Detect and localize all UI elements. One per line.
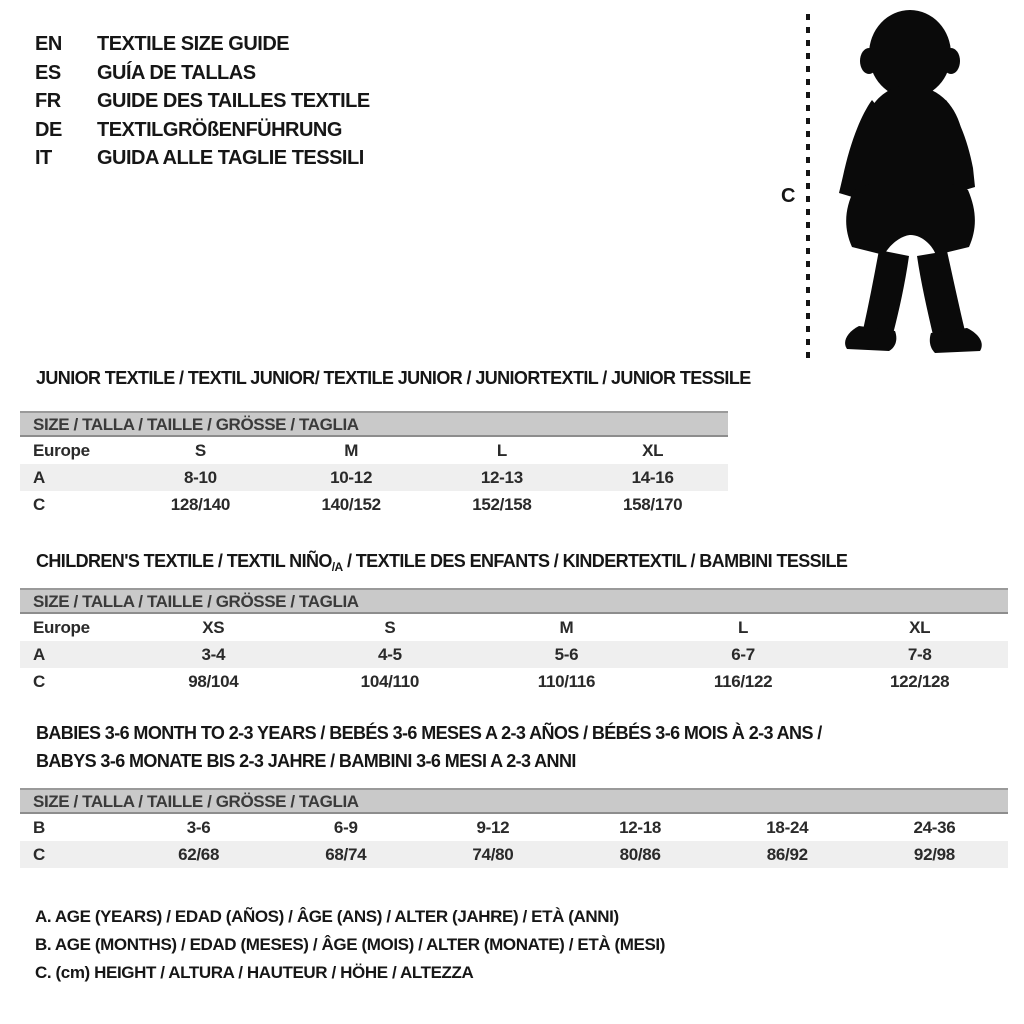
row-label: B	[33, 818, 45, 837]
children-title-text: CHILDREN'S TEXTILE / TEXTIL NIÑO	[36, 551, 332, 571]
row-label: Europe	[33, 618, 90, 637]
table-cell: 158/170	[622, 495, 683, 514]
table-cell: 86/92	[766, 845, 808, 864]
table-cell: S	[194, 441, 206, 460]
table-cell: 62/68	[178, 845, 220, 864]
children-table-body	[20, 614, 1008, 695]
table-cell: 80/86	[619, 845, 661, 864]
row-label: Europe	[33, 441, 90, 460]
table-cell: 6-9	[333, 818, 358, 837]
language-row-fr	[35, 87, 370, 116]
table-cell: M	[344, 441, 359, 460]
language-title: GUIDA ALLE TAGLIE TESSILI	[97, 147, 364, 170]
language-row-en	[35, 30, 370, 59]
table-cell: 140/152	[321, 495, 381, 514]
table-row	[20, 464, 728, 491]
junior-size-table	[20, 411, 728, 518]
table-row	[20, 641, 1008, 668]
language-row-it	[35, 144, 370, 173]
note-age-years: A. AGE (YEARS) / EDAD (AÑOS) / ÂGE (ANS) / ALTER (JAHRE) / ETÀ (ANNI)	[35, 907, 619, 926]
table-cell: 8-10	[183, 468, 217, 487]
row-label: C	[33, 672, 45, 691]
table-row	[20, 814, 1008, 841]
table-cell: M	[559, 618, 574, 637]
children-title-text: / TEXTILE DES ENFANTS / KINDERTEXTIL / BAMBINI TESSILE	[342, 551, 848, 571]
baby-toddler-silhouette-icon	[818, 6, 1008, 358]
table-cell: 104/110	[360, 672, 420, 691]
language-code: EN	[35, 33, 62, 55]
language-code: DE	[35, 118, 62, 141]
table-row	[20, 841, 1008, 868]
table-cell: XL	[909, 618, 931, 637]
table-cell: 4-5	[378, 645, 402, 664]
language-code: FR	[35, 90, 61, 113]
row-label: A	[33, 468, 45, 487]
height-measure-label: C	[781, 185, 796, 207]
table-cell: S	[384, 618, 396, 637]
table-cell: 92/98	[913, 845, 955, 864]
table-cell: 152/158	[472, 495, 532, 514]
language-title: TEXTILE SIZE GUIDE	[97, 33, 290, 55]
children-title-subscript: /A	[331, 560, 343, 574]
table-cell: 122/128	[889, 672, 950, 691]
table-cell: 3-4	[201, 645, 226, 664]
babies-section-title-line1: BABIES 3-6 MONTH TO 2-3 YEARS / BEBÉS 3-6 MESES A 2-3 AÑOS / BÉBÉS 3-6 MOIS À 2-3 ANS /	[36, 723, 822, 743]
language-row-de	[35, 116, 370, 145]
table-cell: 10-12	[330, 468, 373, 487]
language-code: IT	[35, 147, 52, 170]
table-cell: 128/140	[170, 495, 231, 514]
row-label: C	[33, 495, 45, 514]
table-row	[20, 491, 728, 518]
language-list	[35, 30, 370, 173]
height-measure-dotted-line	[806, 14, 810, 358]
language-title: GUIDE DES TAILLES TEXTILE	[97, 90, 370, 113]
language-title: TEXTILGRÖßENFÜHRUNG	[97, 118, 342, 141]
table-cell: L	[496, 441, 507, 460]
table-row	[20, 437, 728, 464]
row-label: A	[33, 645, 45, 664]
children-section-title	[36, 551, 847, 574]
note-height-cm: C. (cm) HEIGHT / ALTURA / HAUTEUR / HÖHE / ALTEZZA	[35, 963, 474, 982]
language-title: GUÍA DE TALLAS	[97, 61, 256, 84]
table-cell: 74/80	[472, 845, 514, 864]
babies-section-title-line2: BABYS 3-6 MONATE BIS 2-3 JAHRE / BAMBINI 3-6 MESI A 2-3 ANNI	[36, 751, 576, 771]
table-cell: 18-24	[766, 818, 809, 837]
table-row	[20, 614, 1008, 641]
table-cell: 6-7	[731, 645, 755, 664]
table-cell: 5-6	[554, 645, 579, 664]
table-cell: 98/104	[188, 672, 239, 691]
table-cell: XL	[642, 441, 664, 460]
table-cell: 68/74	[325, 845, 367, 864]
table-cell: L	[738, 618, 749, 637]
language-row-es	[35, 59, 370, 88]
table-cell: 14-16	[631, 468, 674, 487]
table-cell: 110/116	[537, 672, 596, 691]
row-label: C	[33, 845, 45, 864]
babies-size-table	[20, 788, 1008, 868]
table-cell: 12-13	[480, 468, 523, 487]
table-cell: 3-6	[186, 818, 211, 837]
table-cell: 24-36	[913, 818, 956, 837]
note-age-months: B. AGE (MONTHS) / EDAD (MESES) / ÂGE (MOIS) / ALTER (MONATE) / ETÀ (MESI)	[35, 935, 665, 954]
table-cell: 7-8	[907, 645, 932, 664]
babies-size-header-bar: SIZE / TALLA / TAILLE / GRÖSSE / TAGLIA	[20, 788, 1008, 814]
table-cell: XS	[202, 618, 225, 637]
table-cell: 12-18	[619, 818, 662, 837]
language-code: ES	[35, 61, 61, 84]
children-size-header-bar: SIZE / TALLA / TAILLE / GRÖSSE / TAGLIA	[20, 588, 1008, 614]
table-cell: 116/122	[713, 672, 773, 691]
table-row	[20, 668, 1008, 695]
junior-table-body	[20, 437, 728, 518]
babies-table-body	[20, 814, 1008, 868]
table-cell: 9-12	[476, 818, 510, 837]
children-size-table	[20, 588, 1008, 695]
junior-size-header-bar: SIZE / TALLA / TAILLE / GRÖSSE / TAGLIA	[20, 411, 728, 437]
junior-section-title: JUNIOR TEXTILE / TEXTIL JUNIOR/ TEXTILE JUNIOR / JUNIORTEXTIL / JUNIOR TESSILE	[36, 368, 751, 388]
